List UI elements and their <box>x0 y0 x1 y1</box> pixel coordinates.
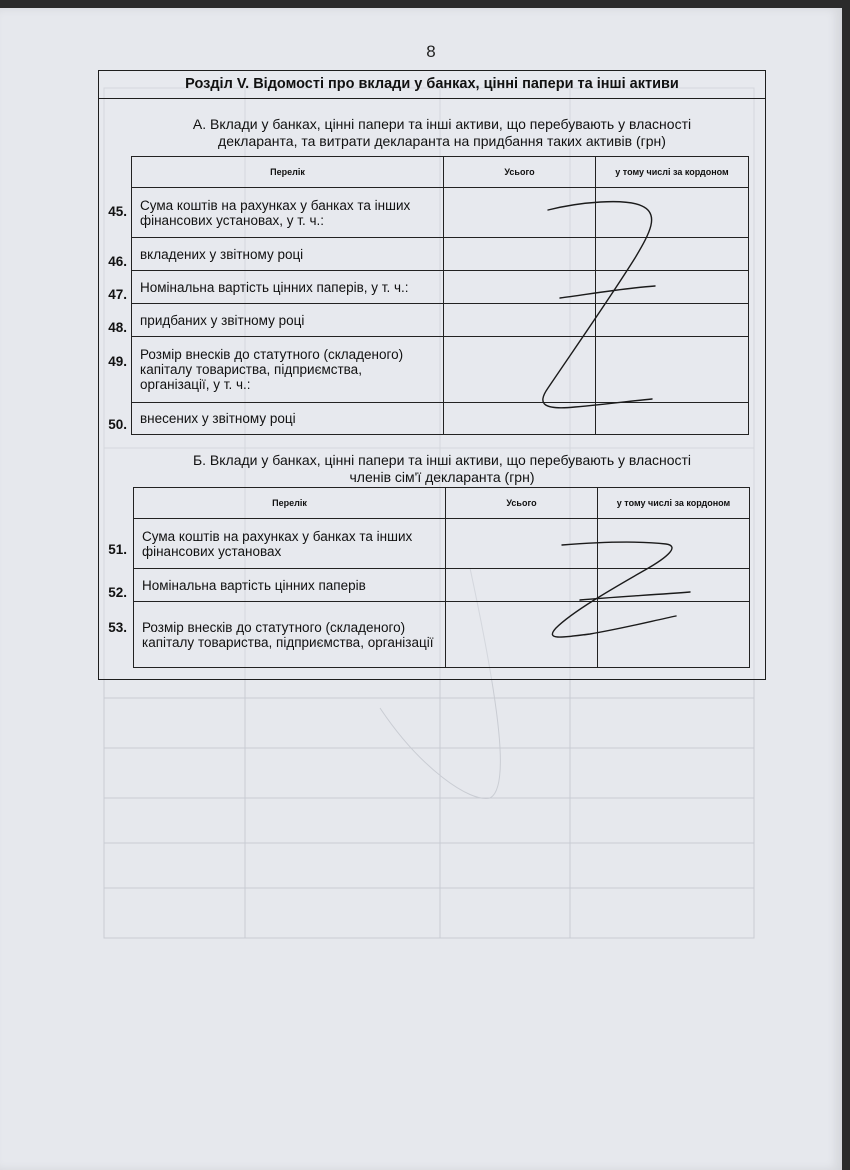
total-cell[interactable] <box>446 602 598 668</box>
row-label: Розмір внесків до статутного (складеного) капіталу товариства, підприємства, організації <box>134 602 446 668</box>
row-label: Розмір внесків до статутного (складеного) капіталу товариства, підприємства, організації, у т. ч.: <box>132 337 444 403</box>
table-row <box>134 569 750 602</box>
row-label: Номінальна вартість цінних паперів, у т. ч.: <box>132 271 444 304</box>
part-b-table <box>133 487 750 668</box>
table-header-row <box>132 157 749 188</box>
row-number: 51. <box>108 542 127 557</box>
total-cell[interactable] <box>444 271 596 304</box>
total-cell[interactable] <box>444 403 596 435</box>
abroad-cell[interactable] <box>596 238 749 271</box>
header-list: Перелік <box>134 488 446 519</box>
row-number: 53. <box>108 620 127 635</box>
part-a-title <box>129 116 755 150</box>
abroad-cell[interactable] <box>596 188 749 238</box>
abroad-cell[interactable] <box>596 403 749 435</box>
part-a-title-line2: декларанта, та витрати декларанта на придбання таких активів (грн) <box>218 133 666 149</box>
row-number: 48. <box>108 320 127 335</box>
row-number: 49. <box>108 354 127 369</box>
table-row <box>132 188 749 238</box>
total-cell[interactable] <box>444 238 596 271</box>
abroad-cell[interactable] <box>596 271 749 304</box>
table-row <box>132 238 749 271</box>
abroad-cell[interactable] <box>596 304 749 337</box>
page-number: 8 <box>426 42 436 61</box>
header-total: Усього <box>444 157 596 188</box>
row-label: внесених у звітному році <box>132 403 444 435</box>
document-page <box>0 8 842 1170</box>
row-label: Сума коштів на рахунках у банках та інших фінансових установах <box>134 519 446 569</box>
table-row <box>132 304 749 337</box>
total-cell[interactable] <box>446 519 598 569</box>
part-b-title-line2: членів сім'ї декларанта (грн) <box>349 469 535 485</box>
table-header-row <box>134 488 750 519</box>
section-frame <box>98 70 766 680</box>
row-number: 50. <box>108 417 127 432</box>
total-cell[interactable] <box>444 304 596 337</box>
row-label: Номінальна вартість цінних паперів <box>134 569 446 602</box>
abroad-cell[interactable] <box>596 337 749 403</box>
total-cell[interactable] <box>444 188 596 238</box>
total-cell[interactable] <box>444 337 596 403</box>
row-label: вкладених у звітному році <box>132 238 444 271</box>
row-number: 52. <box>108 585 127 600</box>
row-number: 47. <box>108 287 127 302</box>
part-b-title-line1: Б. Вклади у банках, цінні папери та інші активи, що перебувають у власності <box>192 452 692 468</box>
header-abroad: у тому числі за кордоном <box>596 157 749 188</box>
abroad-cell[interactable] <box>598 519 750 569</box>
table-row <box>134 519 750 569</box>
total-cell[interactable] <box>446 569 598 602</box>
header-total: Усього <box>446 488 598 519</box>
part-a-title-line1: А. Вклади у банках, цінні папери та інші активи, що перебувають у власності <box>192 116 692 132</box>
section-title: Розділ V. Відомості про вклади у банках, цінні папери та інші активи <box>99 71 765 99</box>
header-list: Перелік <box>132 157 444 188</box>
row-label: Сума коштів на рахунках у банках та інших фінансових установах, у т. ч.: <box>132 188 444 238</box>
table-row <box>132 271 749 304</box>
row-number: 46. <box>108 254 127 269</box>
header-abroad: у тому числі за кордоном <box>598 488 750 519</box>
abroad-cell[interactable] <box>598 602 750 668</box>
table-row <box>132 337 749 403</box>
table-row <box>132 403 749 435</box>
part-a-table <box>131 156 749 435</box>
table-row <box>134 602 750 668</box>
row-label: придбаних у звітному році <box>132 304 444 337</box>
row-number: 45. <box>108 204 127 219</box>
part-b-title <box>129 452 755 486</box>
abroad-cell[interactable] <box>598 569 750 602</box>
